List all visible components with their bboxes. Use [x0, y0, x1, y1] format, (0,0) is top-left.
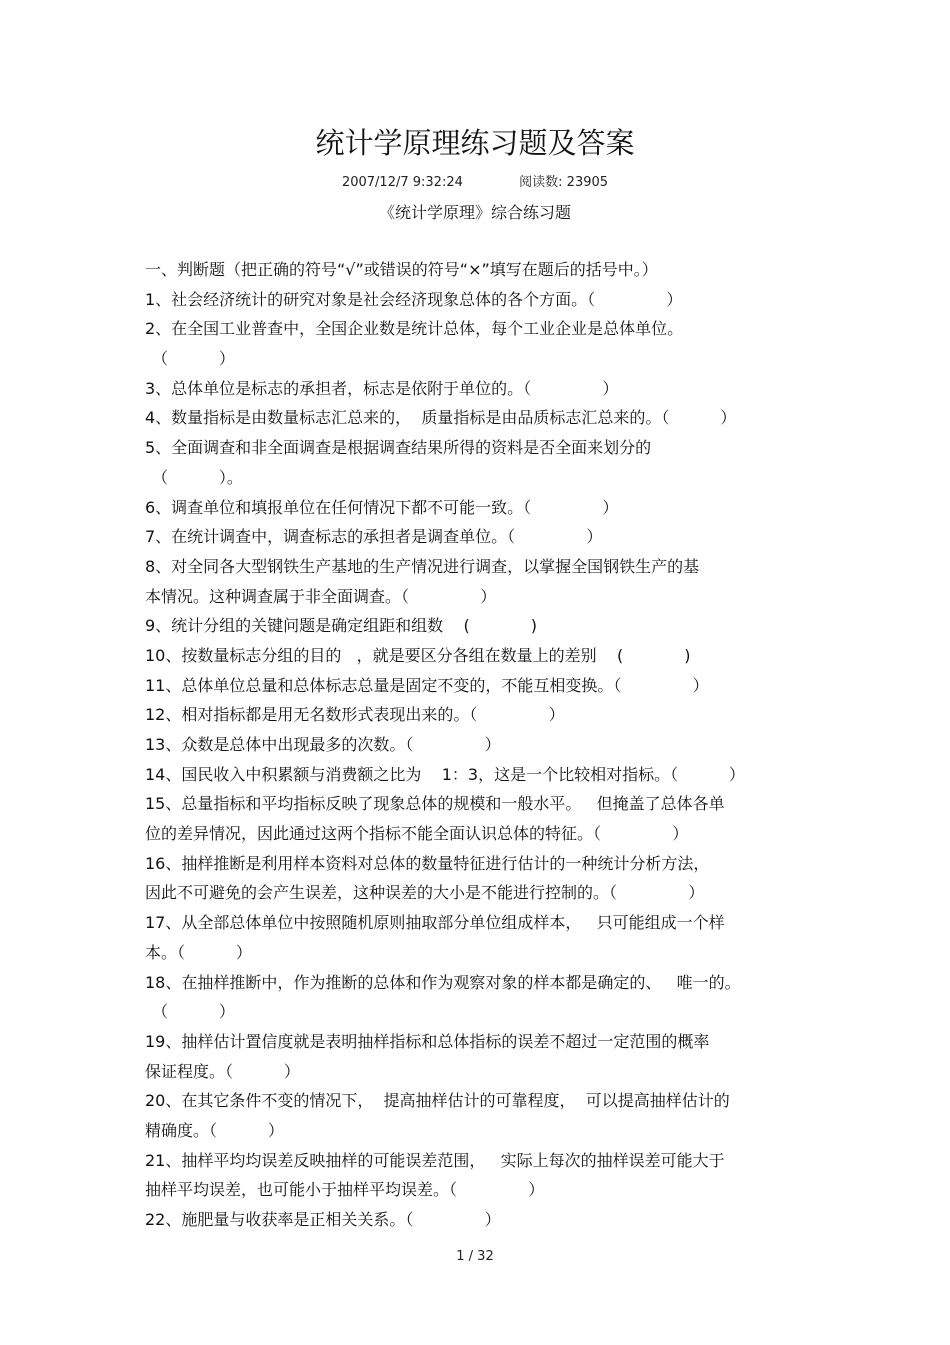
- question-line: 13、众数是总体中出现最多的次数。（ ）: [145, 735, 501, 754]
- question-line: 10、按数量标志分组的目的 ，就是要区分各组在数量上的差别 ( ): [145, 645, 691, 665]
- question-list: [145, 255, 805, 1235]
- question-line: 本。（ ）: [145, 942, 252, 962]
- section-heading: 一、判断题（把正确的符号“√”或错误的符号“×”填写在题后的括号中。）: [145, 260, 658, 279]
- question-line: 11、总体单位总量和总体标志总量是固定不变的，不能互相变换。（ ）: [145, 675, 709, 695]
- question-line: 位的差异情况，因此通过这两个指标不能全面认识总体的特征。（ ）: [145, 824, 689, 844]
- question-line: 因此不可避免的会产生误差，这种误差的大小是不能进行控制的。（ ）: [145, 883, 705, 903]
- question-line: 15、总量指标和平均指标反映了现象总体的规模和一般水平。 但掩盖了总体各单: [145, 794, 725, 814]
- question-line: 保证程度。（ ）: [145, 1061, 300, 1081]
- question-line: 21、抽样平均均误差反映抽样的可能误差范围， 实际上每次的抽样误差可能大于: [145, 1150, 725, 1170]
- document-subtitle: 《统计学原理》综合练习题: [378, 203, 571, 222]
- question-line: 抽样平均误差，也可能小于抽样平均误差。（ ）: [145, 1180, 545, 1200]
- question-line: 7、在统计调查中，调查标志的承担者是调查单位。（ ）: [145, 527, 603, 547]
- question-line: 1、社会经济统计的研究对象是社会经济现象总体的各个方面。（ ）: [145, 289, 683, 309]
- question-line: 5、全面调查和非全面调查是根据调查结果所得的资料是否全面来划分的: [145, 438, 652, 458]
- publish-date: 2007/12/7 9:32:24: [341, 175, 463, 190]
- question-line: 18、在抽样推断中，作为推断的总体和作为观察对象的样本都是确定的、 唯一的。: [145, 972, 741, 992]
- question-line: 19、抽样估计置信度就是表明抽样指标和总体指标的误差不超过一定范围的概率: [145, 1031, 710, 1051]
- read-count: 阅读数: 23905: [519, 175, 609, 190]
- question-line: 2、在全国工业普查中，全国企业数是统计总体，每个工业企业是总体单位。: [145, 319, 684, 339]
- question-line: 精确度。（ ）: [145, 1120, 284, 1140]
- question-line: 8、对全同各大型钢铁生产基地的生产情况进行调查，以掌握全国钢铁生产的基: [145, 556, 700, 576]
- question-line: 本情况。这种调查属于非全面调查。（ ）: [145, 586, 497, 606]
- question-line: （ ）。: [152, 467, 243, 487]
- question-line: 14、国民收入中积累额与消费额之比为 1：3，这是一个比较相对指标。（ ）: [145, 764, 745, 784]
- page-number: 1 / 32: [456, 1249, 494, 1264]
- question-line: 22、施肥量与收获率是正相关关系。（ ）: [145, 1210, 501, 1229]
- document-title: 统计学原理练习题及答案: [315, 126, 635, 160]
- question-line: 6、调查单位和填报单位在任何情况下都不可能一致。（ ）: [145, 497, 619, 517]
- question-line: 9、统计分组的关键问题是确定组距和组数 ( ): [145, 616, 538, 636]
- question-line: 16、抽样推断是利用样本资料对总体的数量特征进行估计的一种统计分析方法，: [145, 853, 710, 873]
- document-meta: [0, 171, 950, 190]
- question-line: 3、总体单位是标志的承担者，标志是依附于单位的。（ ）: [145, 378, 619, 398]
- question-line: 4、数量指标是由数量标志汇总来的， 质量指标是由品质标志汇总来的。（ ）: [145, 408, 737, 428]
- question-line: （ ）: [152, 349, 235, 369]
- question-line: 20、在其它条件不变的情况下， 提高抽样估计的可靠程度， 可以提高抽样估计的: [145, 1091, 730, 1111]
- question-line: 12、相对指标都是用无名数形式表现出来的。（ ）: [145, 705, 565, 725]
- question-line: 17、从全部总体单位中按照随机原则抽取部分单位组成样本， 只可能组成一个样: [145, 913, 725, 933]
- question-line: （ ）: [152, 1002, 235, 1022]
